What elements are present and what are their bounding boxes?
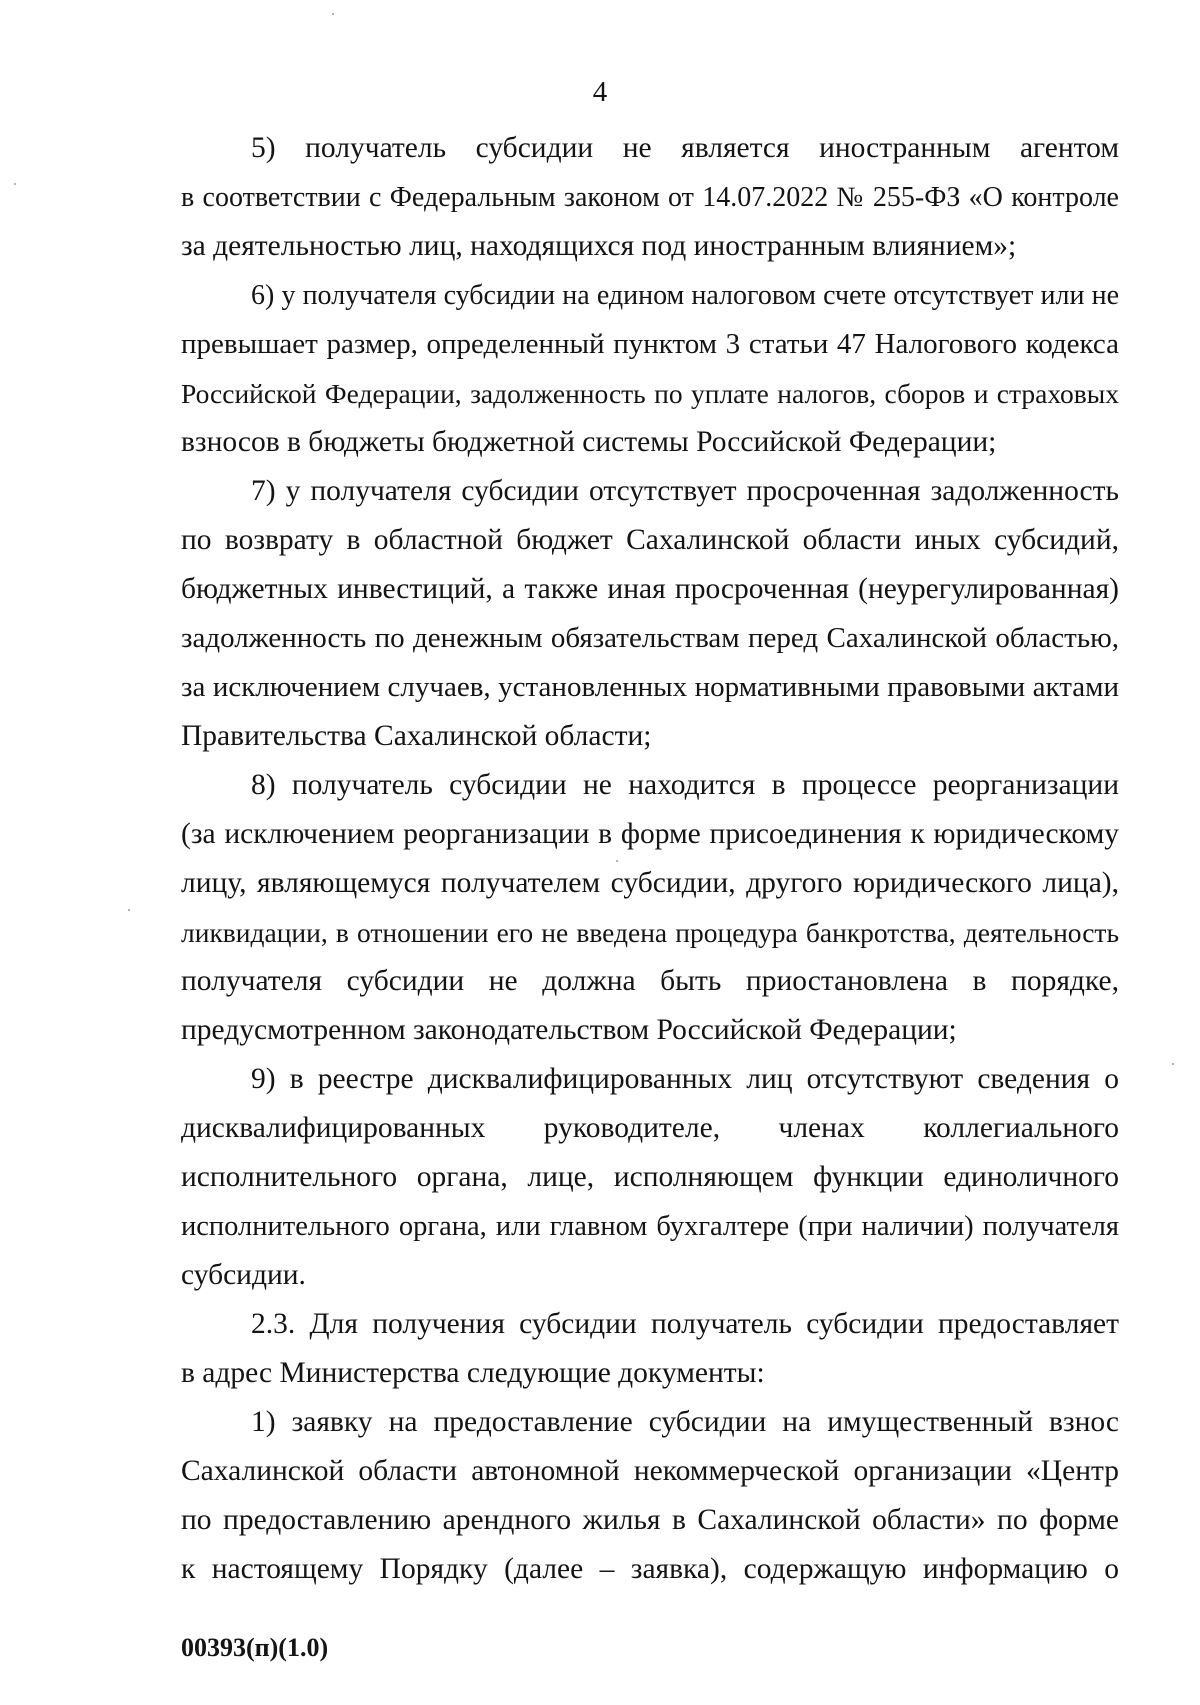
- text-line: Российской Федерации, задолженность по уплате налогов, сборов и страховых: [181, 378, 1119, 409]
- text-line: за исключением случаев, установленных нормативными правовыми актами: [181, 671, 1119, 703]
- text-line: исполнительного органа, или главном бухгалтере (при наличии) получателя: [181, 1211, 1119, 1242]
- text-line: 8) получатель субсидии не находится в процессе реорганизации: [251, 769, 1119, 801]
- paragraph: [181, 1055, 1119, 1300]
- paragraph: [181, 467, 1119, 761]
- text-line: за деятельностью лиц, находящихся под иностранным влиянием»;: [181, 230, 1017, 262]
- document-code: 00393(п)(1.0): [181, 1633, 329, 1662]
- text-line: 7) у получателя субсидии отсутствует просроченная задолженность: [251, 475, 1119, 507]
- text-line: по предоставлению арендного жилья в Сахалинской области» по форме: [181, 1504, 1119, 1536]
- text-line: задолженность по денежным обязательствам перед Сахалинской областью,: [181, 622, 1119, 654]
- paragraph: [181, 761, 1119, 1055]
- text-line: по возврату в областной бюджет Сахалинской области иных субсидий,: [181, 524, 1119, 556]
- paragraph: [181, 124, 1119, 271]
- text-line: 6) у получателя субсидии на едином налоговом счете отсутствует или не: [251, 280, 1119, 311]
- text-line: (за исключением реорганизации в форме присоединения к юридическому: [181, 818, 1119, 850]
- scan-artifact: [332, 13, 334, 15]
- text-line: 2.3. Для получения субсидии получатель субсидии предоставляет: [251, 1308, 1119, 1340]
- text-line: к настоящему Порядку (далее – заявка), содержащую информацию о: [181, 1553, 1119, 1585]
- paragraph: [181, 271, 1119, 467]
- text-line: дисквалифицированных руководителе, членах коллегиального: [181, 1112, 1119, 1144]
- text-line: Правительства Сахалинской области;: [181, 720, 652, 752]
- text-line: 9) в реестре дисквалифицированных лиц отсутствуют сведения о: [251, 1063, 1119, 1095]
- text-line: превышает размер, определенный пунктом 3 статьи 47 Налогового кодекса: [181, 328, 1119, 360]
- text-line: в соответствии с Федеральным законом от 14.07.2022 № 255-ФЗ «О контроле: [181, 182, 1119, 213]
- document-body: [181, 124, 1119, 1594]
- text-line: ликвидации, в отношении его не введена процедура банкротства, деятельность: [181, 917, 1119, 948]
- scan-artifact: [14, 183, 16, 185]
- text-line: в адрес Министерства следующие документы:: [181, 1357, 765, 1389]
- text-line: 5) получатель субсидии не является иностранным агентом: [251, 132, 1119, 164]
- text-line: субсидии.: [181, 1259, 306, 1291]
- text-line: бюджетных инвестиций, а также иная просроченная (неурегулированная): [181, 573, 1119, 605]
- text-line: 1) заявку на предоставление субсидии на имущественный взнос: [251, 1406, 1119, 1438]
- scan-artifact: [1172, 1063, 1174, 1065]
- text-line: лицу, являющемуся получателем субсидии, другого юридического лица),: [181, 867, 1119, 899]
- page-number: 4: [592, 76, 608, 108]
- text-line: получателя субсидии не должна быть приостановлена в порядке,: [181, 965, 1119, 997]
- text-line: Сахалинской области автономной некоммерческой организации «Центр: [181, 1455, 1119, 1487]
- scan-artifact: [128, 909, 130, 911]
- text-line: исполнительного органа, лице, исполняющем функции единоличного: [181, 1161, 1119, 1193]
- scan-artifact: [616, 860, 618, 862]
- paragraph: [181, 1398, 1119, 1594]
- paragraph: [181, 1300, 1119, 1398]
- text-line: взносов в бюджеты бюджетной системы Российской Федерации;: [181, 426, 997, 458]
- text-line: предусмотренном законодательством Российской Федерации;: [181, 1014, 957, 1046]
